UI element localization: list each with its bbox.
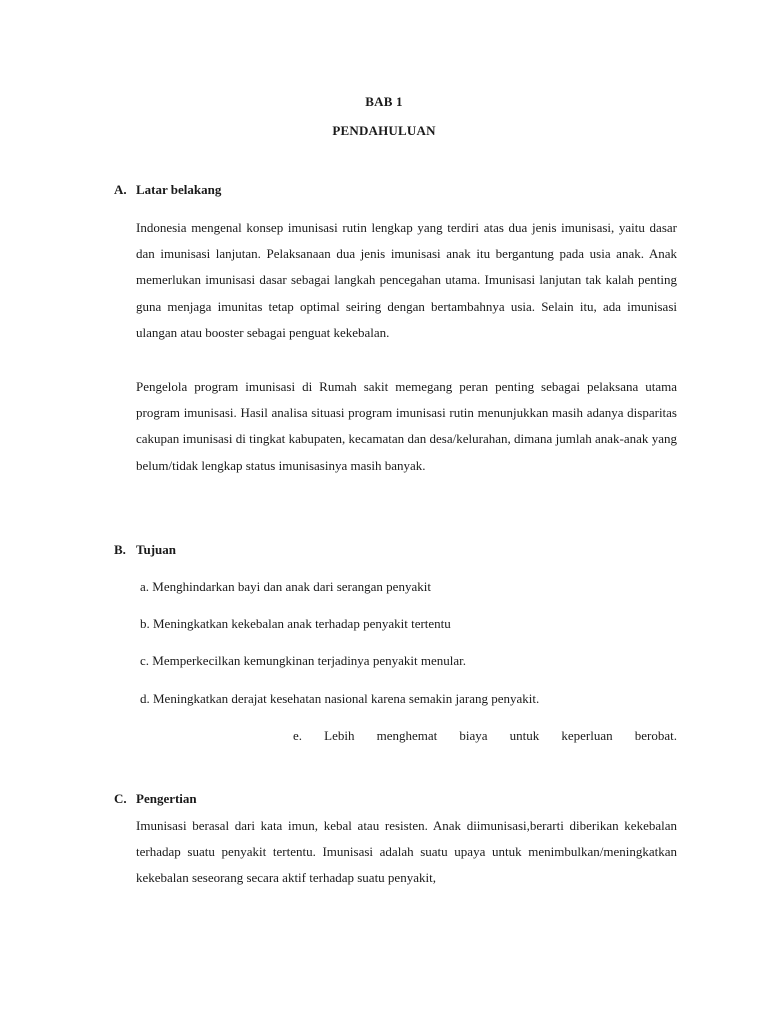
objective-item-d: d. Meningkatkan derajat kesehatan nasional karena semakin jarang penyakit. [140, 691, 540, 706]
section-a-title: Latar belakang [136, 182, 222, 197]
section-c-heading [114, 791, 197, 807]
objective-item-e-marker: e. [293, 728, 303, 743]
section-a-letter: A. [114, 182, 127, 197]
chapter-title: PENDAHULUAN [332, 123, 436, 138]
objective-item-e-word: menghemat [376, 728, 438, 743]
objective-item-b: b. Meningkatkan kekebalan anak terhadap penyakit tertentu [140, 616, 451, 631]
chapter-number: BAB 1 [365, 94, 403, 109]
section-a-heading [114, 182, 221, 198]
section-b-heading [114, 542, 176, 558]
objective-item-a: a. Menghindarkan bayi dan anak dari serangan penyakit [140, 579, 431, 594]
section-b-letter: B. [114, 542, 126, 557]
objective-item-e-word: berobat. [634, 728, 677, 743]
section-c-letter: C. [114, 791, 127, 806]
objective-item-e-word: biaya [459, 728, 488, 743]
section-a-paragraph-2: Pengelola program imunisasi di Rumah sakit memegang peran penting sebagai pelaksana utama program imunisasi. Hasil analisa situasi program imunisasi rutin menunjukkan masih adanya disparitas cakupan imunisasi di tingkat kabupaten, kecamatan dan desa/kelurahan, dimana jumlah anak-anak yang belum/tidak lengkap status imunisasinya masih banyak. [136, 379, 677, 473]
objective-item-e [293, 728, 677, 744]
section-a-paragraph-1: Indonesia mengenal konsep imunisasi rutin lengkap yang terdiri atas dua jenis imunisasi, yaitu dasar dan imunisasi lanjutan. Pelaksanaan dua jenis imunisasi anak itu bergantung pada usia anak. Anak memerlukan imunisasi dasar sebagai langkah pencegahan utama. Imunisasi lanjutan tak kalah penting guna menjaga imunitas tetap optimal seiring dengan bertambahnya usia. Selain itu, ada imunisasi ulangan atau booster sebagai penguat kekebalan. [136, 220, 677, 340]
objective-item-e-word: keperluan [561, 728, 613, 743]
section-b-title: Tujuan [136, 542, 176, 557]
objective-item-e-word: Lebih [324, 728, 355, 743]
section-c-paragraph: Imunisasi berasal dari kata imun, kebal atau resisten. Anak diimunisasi,berarti diberikan kekebalan terhadap suatu penyakit tertentu. Imunisasi adalah suatu upaya untuk menimbulkan/meningkatkan kekebalan seseorang secara aktif terhadap suatu penyakit, [136, 818, 677, 886]
section-c-title: Pengertian [136, 791, 197, 806]
objective-item-c: c. Memperkecilkan kemungkinan terjadinya penyakit menular. [140, 653, 466, 668]
objective-item-e-word: untuk [509, 728, 540, 743]
